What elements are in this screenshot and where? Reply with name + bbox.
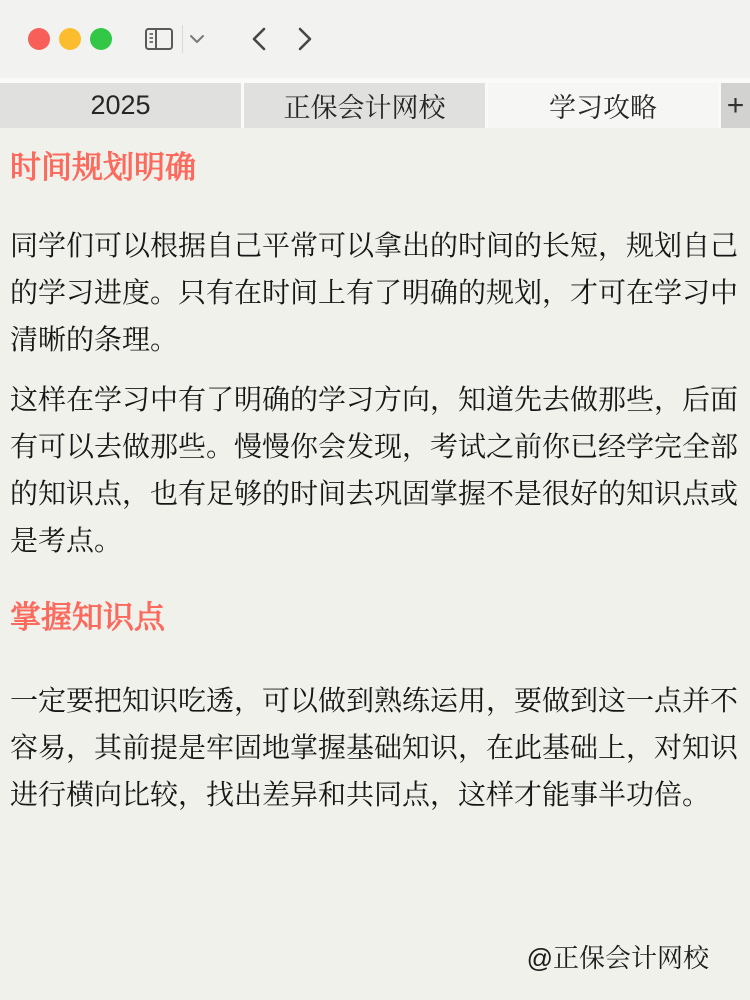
- tab-2025[interactable]: 2025: [0, 83, 241, 128]
- paragraph: 一定要把知识吃透，可以做到熟练运用，要做到这一点并不容易，其前提是牢固地掌握基础知识，在此基础上，对知识进行横向比较，找出差异和共同点，这样才能事半功倍。: [10, 685, 739, 810]
- forward-icon[interactable]: [295, 26, 315, 52]
- close-window-button[interactable]: [28, 28, 50, 50]
- new-tab-button[interactable]: +: [721, 83, 750, 128]
- section-heading-master-knowledge: 掌握知识点: [10, 600, 165, 635]
- back-icon[interactable]: [249, 26, 269, 52]
- sidebar-icon[interactable]: [144, 27, 174, 51]
- watermark: @正保会计网校: [526, 943, 709, 973]
- section-heading-time-planning: 时间规划明确: [10, 150, 196, 185]
- zoom-window-button[interactable]: [90, 28, 112, 50]
- tab-bar: [0, 78, 750, 128]
- page-content: [0, 128, 750, 1000]
- traffic-lights: [28, 28, 112, 50]
- paragraph: 同学们可以根据自己平常可以拿出的时间的长短，规划自己的学习进度。只有在时间上有了明确的规划，才可在学习中清晰的条理。: [10, 230, 739, 355]
- paragraph: 这样在学习中有了明确的学习方向，知道先去做那些，后面有可以去做那些。慢慢你会发现，考试之前你已经学完全部的知识点，也有足够的时间去巩固掌握不是很好的知识点或是考点。: [10, 384, 739, 556]
- window-titlebar: [0, 0, 750, 78]
- browser-nav-controls: [144, 25, 315, 53]
- chevron-down-icon[interactable]: [189, 33, 205, 45]
- minimize-window-button[interactable]: [59, 28, 81, 50]
- tab-study-guide-active[interactable]: 学习攻略: [488, 83, 718, 128]
- tab-zhengbao-school[interactable]: 正保会计网校: [244, 83, 485, 128]
- toolbar-divider: [182, 25, 183, 53]
